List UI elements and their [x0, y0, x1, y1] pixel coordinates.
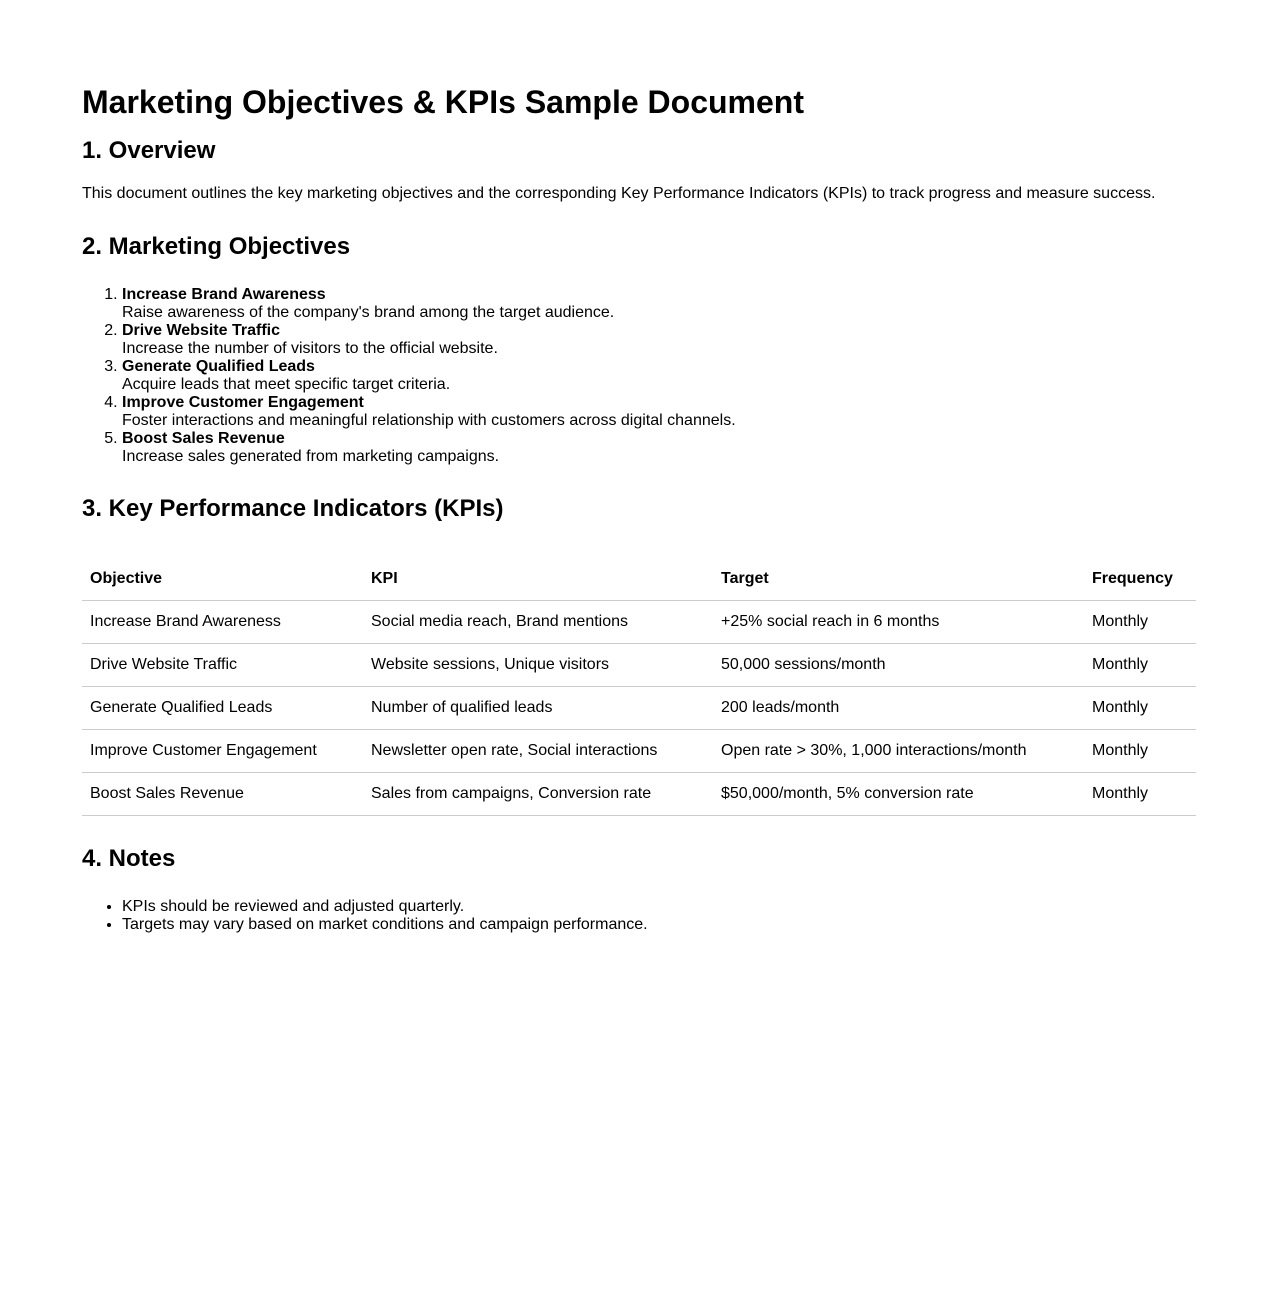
- column-header-target: Target: [713, 557, 1084, 601]
- cell-target: +25% social reach in 6 months: [713, 601, 1084, 644]
- cell-frequency: Monthly: [1084, 773, 1196, 816]
- column-header-kpi: KPI: [363, 557, 713, 601]
- objective-title: 5. Boost Sales Revenue: [122, 430, 285, 447]
- objective-description: Acquire leads that meet specific target criteria.: [122, 376, 451, 393]
- cell-target: 200 leads/month: [713, 687, 1084, 730]
- cell-objective: Generate Qualified Leads: [82, 687, 363, 730]
- objective-item: [122, 358, 1196, 394]
- table-row: [82, 773, 1196, 816]
- column-header-objective: Objective: [82, 557, 363, 601]
- column-header-frequency: Frequency: [1084, 557, 1196, 601]
- notes-heading: 4. Notes: [82, 845, 176, 872]
- table-row: [82, 730, 1196, 773]
- objective-item: [122, 286, 1196, 322]
- cell-frequency: Monthly: [1084, 687, 1196, 730]
- note-item: • Targets may vary based on market conditions and campaign performance.: [122, 916, 1196, 934]
- overview-heading: 1. Overview: [82, 137, 216, 164]
- document-title: Marketing Objectives & KPIs Sample Document: [82, 84, 804, 120]
- cell-objective: Increase Brand Awareness: [82, 601, 363, 644]
- objective-title: 3. Generate Qualified Leads: [122, 358, 315, 375]
- cell-kpi: Social media reach, Brand mentions: [363, 601, 713, 644]
- cell-target: 50,000 sessions/month: [713, 644, 1084, 687]
- table-header-row: [82, 557, 1196, 601]
- objectives-heading: 2. Marketing Objectives: [82, 233, 351, 260]
- note-item: • KPIs should be reviewed and adjusted quarterly.: [122, 898, 1196, 916]
- objective-title: 2. Drive Website Traffic: [122, 322, 280, 339]
- kpi-table: [82, 557, 1196, 816]
- cell-objective: Boost Sales Revenue: [82, 773, 363, 816]
- table-row: [82, 601, 1196, 644]
- objective-title: 4. Improve Customer Engagement: [122, 394, 364, 411]
- cell-kpi: Newsletter open rate, Social interactions: [363, 730, 713, 773]
- cell-objective: Improve Customer Engagement: [82, 730, 363, 773]
- cell-objective: Drive Website Traffic: [82, 644, 363, 687]
- objective-description: Increase sales generated from marketing campaigns.: [122, 448, 500, 465]
- cell-target: $50,000/month, 5% conversion rate: [713, 773, 1084, 816]
- cell-target: Open rate > 30%, 1,000 interactions/month: [713, 730, 1084, 773]
- cell-frequency: Monthly: [1084, 730, 1196, 773]
- cell-kpi: Website sessions, Unique visitors: [363, 644, 713, 687]
- table-row: [82, 644, 1196, 687]
- table-row: [82, 687, 1196, 730]
- objective-description: Increase the number of visitors to the official website.: [122, 340, 498, 357]
- objective-item: [122, 394, 1196, 430]
- objective-item: [122, 322, 1196, 358]
- cell-kpi: Number of qualified leads: [363, 687, 713, 730]
- cell-frequency: Monthly: [1084, 644, 1196, 687]
- objectives-list: [82, 286, 1196, 466]
- objective-title: 1. Increase Brand Awareness: [122, 286, 326, 303]
- cell-frequency: Monthly: [1084, 601, 1196, 644]
- notes-list: [82, 898, 1196, 934]
- objective-item: [122, 430, 1196, 466]
- objective-description: Raise awareness of the company's brand among the target audience.: [122, 304, 615, 321]
- objective-description: Foster interactions and meaningful relationship with customers across digital channels.: [122, 412, 736, 429]
- overview-text: This document outlines the key marketing objectives and the corresponding Key Performance Indicators (KPIs) to track progress and measure success.: [82, 185, 1156, 202]
- kpis-heading: 3. Key Performance Indicators (KPIs): [82, 495, 504, 522]
- cell-kpi: Sales from campaigns, Conversion rate: [363, 773, 713, 816]
